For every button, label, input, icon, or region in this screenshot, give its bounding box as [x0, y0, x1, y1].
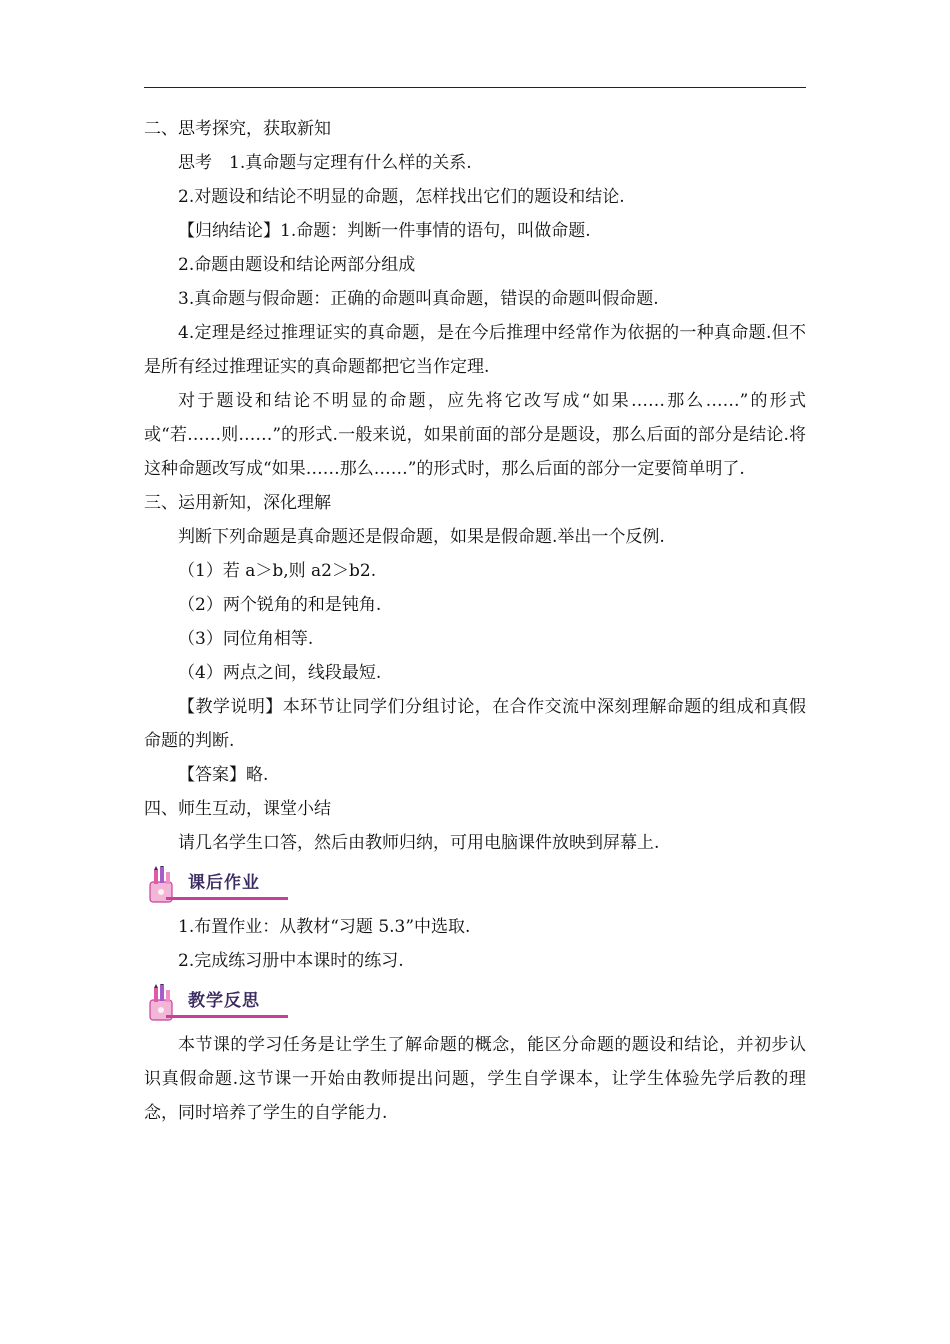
conclusion-4: 4.定理是经过推理证实的真命题，是在今后推理中经常作为依据的一种真命题.但不是所有经过推理证实的真命题都把它当作定理.	[144, 323, 806, 377]
homework-item-1: 1.布置作业：从教材“习题 5.3”中选取.	[178, 917, 471, 937]
lesson-content	[144, 112, 806, 1130]
conclusion-3: 3.真命题与假命题：正确的命题叫真命题，错误的命题叫假命题.	[178, 289, 659, 309]
exercise-intro: 判断下列命题是真命题还是假命题，如果是假命题.举出一个反例.	[178, 527, 665, 547]
exercise-item-2: （2）两个锐角的和是钝角.	[178, 595, 382, 615]
reflection-underline	[166, 1015, 288, 1018]
conclusion-1: 【归纳结论】1.命题：判断一件事情的语句，叫做命题.	[178, 221, 591, 241]
section-3-title: 三、运用新知，深化理解	[144, 493, 331, 513]
homework-header	[144, 862, 806, 908]
think-question-2: 2.对题设和结论不明显的命题，怎样找出它们的题设和结论.	[178, 187, 625, 207]
section-4-title: 四、师生互动，课堂小结	[144, 799, 331, 819]
conclusion-2: 2.命题由题设和结论两部分组成	[178, 255, 416, 275]
reflection-label: 教学反思	[188, 991, 260, 1011]
exercise-item-3: （3）同位角相等.	[178, 629, 314, 649]
reflection-text: 本节课的学习任务是让学生了解命题的概念，能区分命题的题设和结论，并初步认识真假命题.这节课一开始由教师提出问题，学生自学课本，让学生体验先学后教的理念，同时培养了学生的自学能力.	[144, 1035, 806, 1123]
answer: 【答案】略.	[178, 765, 269, 785]
homework-label: 课后作业	[188, 873, 260, 893]
homework-item-2: 2.完成练习册中本课时的练习.	[178, 951, 404, 971]
homework-underline	[166, 897, 288, 900]
summary-text: 请几名学生口答，然后由教师归纳，可用电脑课件放映到屏幕上.	[178, 833, 660, 853]
rewrite-explanation: 对于题设和结论不明显的命题，应先将它改写成“如果……那么……”的形式或“若……则……”的形式.一般来说，如果前面的部分是题设，那么后面的部分是结论.将这种命题改写成“如果……那么……”的形式时，那么后面的部分一定要简单明了.	[144, 391, 806, 479]
exercise-item-4: （4）两点之间，线段最短.	[178, 663, 382, 683]
exercise-item-1: （1）若 a＞b,则 a2＞b2.	[178, 561, 377, 581]
section-2-title: 二、思考探究，获取新知	[144, 119, 331, 139]
header-rule	[144, 87, 806, 88]
reflection-header	[144, 980, 806, 1026]
teaching-note: 【教学说明】本环节让同学们分组讨论，在合作交流中深刻理解命题的组成和真假命题的判断.	[144, 697, 806, 751]
think-question-1: 思考 1.真命题与定理有什么样的关系.	[178, 153, 472, 173]
